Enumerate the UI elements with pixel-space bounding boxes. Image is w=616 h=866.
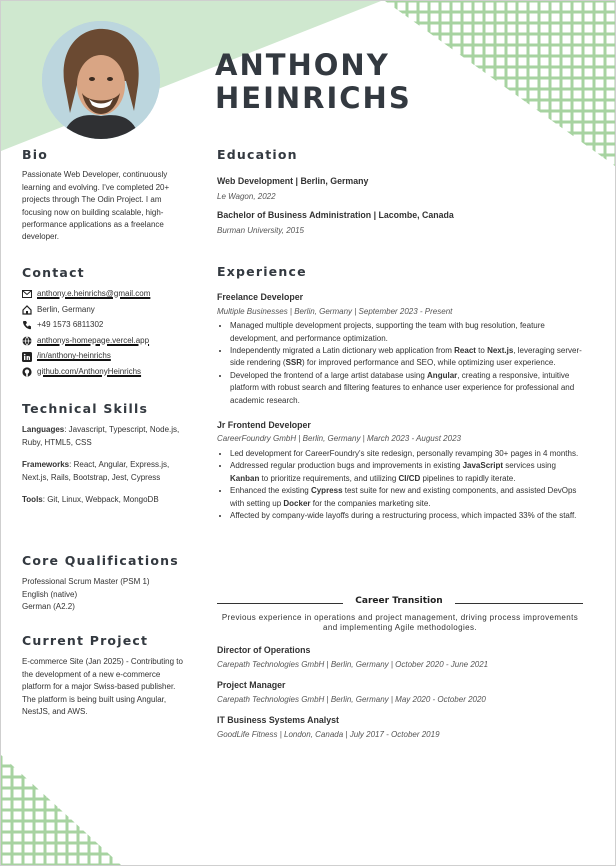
- job-sub: Multiple Businesses | Berlin, Germany | September 2023 - Present: [217, 306, 453, 316]
- linkedin-icon: [22, 352, 32, 362]
- contact-phone: [22, 318, 187, 334]
- contact-website[interactable]: [22, 333, 187, 349]
- last-name: HEINRICHS: [215, 81, 412, 115]
- home-icon: [22, 305, 32, 315]
- job-bullets: [217, 448, 587, 522]
- github-icon: [22, 367, 32, 377]
- github-link[interactable]: github.com/AnthonyHeinrichs: [37, 366, 142, 376]
- experience-section: [217, 266, 587, 522]
- job-title: Jr Frontend Developer: [217, 420, 311, 431]
- envelope-icon: [22, 289, 32, 299]
- contact-section: [22, 267, 187, 380]
- first-name: ANTHONY: [215, 48, 390, 82]
- job-title: Freelance Developer: [217, 292, 304, 303]
- contact-heading: Contact: [22, 265, 85, 280]
- role-title: Project Manager: [217, 679, 286, 690]
- job-bullet: • Independently migrated a Latin dictionary web application from React to Next.js, leveraging server-side rendering (SSR) for improved performance and SEO, while optimizing user experience.: [230, 345, 587, 370]
- job-sub: CareerFoundry GmbH | Berlin, Germany | March 2023 - August 2023: [217, 434, 461, 444]
- contact-linkedin[interactable]: [22, 349, 187, 365]
- skills-frameworks: Frameworks: React, Angular, Express.js, Next.js, Rails, Bootstrap, Jest, Cypress: [22, 460, 170, 482]
- job-bullet: • Enhanced the existing Cypress test suite for new and existing components, and assisted DevOps with setting up Docker for the companies marketing site.: [230, 485, 587, 510]
- career-transition-heading: Career Transition: [355, 596, 443, 606]
- job-bullet: • Developed the frontend of a large artist database using Angular, creating a responsive, intuitive platform with robust search and filtering features to enhance user experience for professional and academic research.: [230, 370, 587, 407]
- bio-text: Passionate Web Developer, continuously learning and evolving. I've completed 20+ projects through The Odin Project. I am focusing now on building scalable, high-performance applications as a freelance developer.: [22, 170, 170, 242]
- past-roles-section: [217, 644, 587, 741]
- education-sub: Le Wagon, 2022: [217, 191, 276, 201]
- job-bullet: • Led development for CareerFoundry's site redesign, personally revamping 30+ pages in 4 months.: [230, 448, 587, 460]
- education-section: [217, 149, 587, 237]
- education-title: Bachelor of Business Administration | Lacombe, Canada: [217, 210, 454, 221]
- website-link[interactable]: anthonys-homepage.vercel.app: [37, 335, 150, 345]
- role-sub: Carepath Technologies GmbH | Berlin, Germany | May 2020 - October 2020: [217, 695, 486, 705]
- location-text: Berlin, Germany: [37, 304, 95, 314]
- globe-icon: [22, 336, 32, 346]
- bio-section: [22, 149, 187, 244]
- decorative-grid-top-right: [385, 1, 615, 166]
- candidate-name: [215, 49, 412, 115]
- job-bullet: • Addressed regular production bugs and improvements in existing JavaScript services using Kanban to prioritize requirements, and utilizing CI/CD pipelines to rapidly iterate.: [230, 460, 587, 485]
- contact-github[interactable]: [22, 364, 187, 380]
- job-bullet: • Managed multiple development projects, supporting the team with bug resolution, feature development, and performance optimization.: [230, 320, 587, 345]
- decorative-grid-bottom-left: [1, 755, 121, 865]
- qualifications-section: [22, 555, 187, 614]
- skills-languages: Languages: Javascript, Typescript, Node.js, Ruby, HTML5, CSS: [22, 425, 180, 447]
- contact-list: [22, 286, 187, 380]
- role-title: Director of Operations: [217, 645, 311, 655]
- current-project-heading: Current Project: [22, 633, 149, 648]
- skills-heading: Technical Skills: [22, 401, 149, 416]
- bio-heading: Bio: [22, 147, 48, 162]
- current-project-section: [22, 635, 187, 718]
- email-link[interactable]: anthony.e.heinrichs@gmail.com: [37, 289, 151, 298]
- job-bullet: • Affected by company-wide layoffs during a restructuring process, which impacted 33% of the staff.: [230, 510, 587, 522]
- phone-text: +49 1573 6811302: [37, 320, 104, 330]
- job-bullets: [217, 320, 587, 407]
- skills-tools: Tools: Git, Linux, Webpack, MongoDB: [22, 495, 159, 505]
- role-sub: GoodLife Fitness | London, Canada | July 2017 - October 2019: [217, 730, 440, 740]
- qualification-item: Professional Scrum Master (PSM 1): [22, 577, 150, 587]
- phone-icon: [22, 320, 32, 330]
- career-transition-text: Previous experience in operations and project management, driving process improvements and implementing Agile methodologies.: [221, 613, 579, 632]
- skills-section: [22, 403, 187, 506]
- divider-left: [217, 603, 343, 604]
- divider-right: [455, 603, 583, 604]
- profile-photo: [42, 21, 160, 139]
- qualifications-list: [22, 576, 187, 613]
- contact-location: [22, 302, 187, 318]
- education-title: Web Development | Berlin, Germany: [217, 176, 369, 187]
- education-sub: Burman University, 2015: [217, 225, 304, 235]
- current-project-text: E-commerce Site (Jan 2025) - Contributing to the development of a new e-commerce platform for a major Swiss-based publisher. The platform is being built using Angular, NestJS, and AWS.: [22, 657, 183, 717]
- qualification-item: German (A2.2): [22, 602, 75, 612]
- linkedin-link[interactable]: /in/anthony-heinrichs: [37, 351, 111, 361]
- experience-heading: Experience: [217, 264, 307, 279]
- qualification-item: English (native): [22, 589, 78, 599]
- role-title: IT Business Systems Analyst: [217, 714, 339, 725]
- role-sub: Carepath Technologies GmbH | Berlin, Germany | October 2020 - June 2021: [217, 660, 489, 670]
- qualifications-heading: Core Qualifications: [22, 553, 179, 568]
- education-heading: Education: [217, 147, 298, 162]
- contact-email[interactable]: [22, 286, 187, 302]
